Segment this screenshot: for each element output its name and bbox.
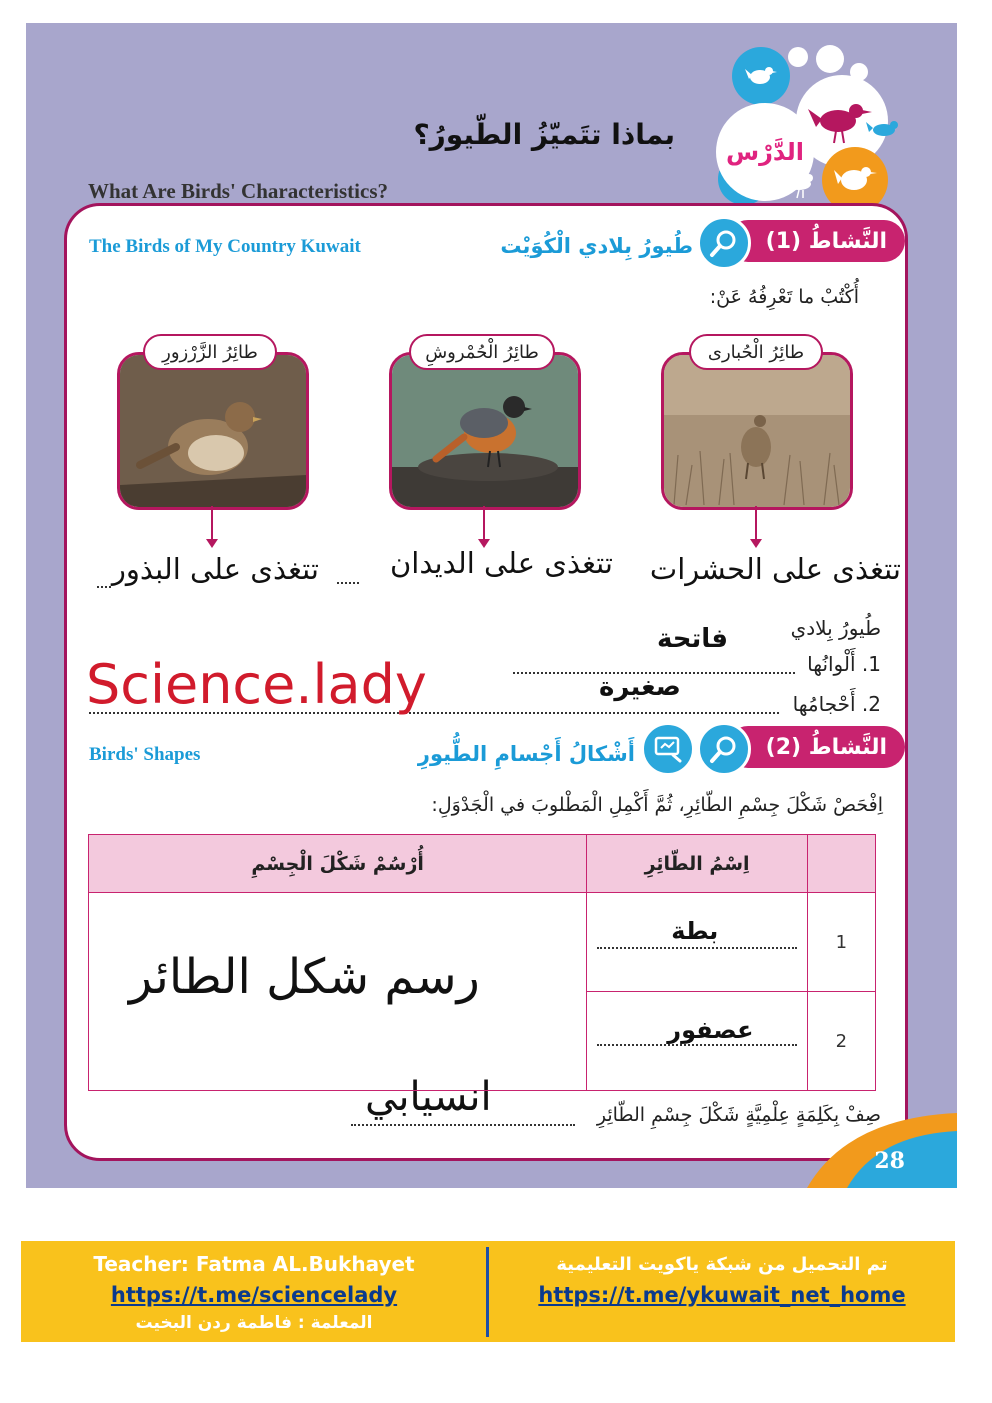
page-title-arabic: بماذا تتَميّزُ الطّيورُ؟ [413,118,675,151]
list-heading: طُيورُ بِلادي [790,616,881,640]
textbook-page [26,23,957,1188]
page-title-english: What Are Birds' Characteristics? [88,179,388,203]
num-cell: 1 [807,893,875,992]
table-row [89,893,876,992]
answer-houbara: تتغذى على الحشرات [649,552,901,586]
drawing-cell [89,893,587,1091]
activity2-title-ar: أَشْكالُ أَجْسامِ الطُّيورِ [417,742,635,766]
drawing-answer: رسم شكل الطائر [129,949,480,1005]
name-cell [587,992,808,1091]
watermark-text: Science.lady [86,653,427,716]
name-cell [587,893,808,992]
activity2-instruction: اِفْحَصْ شَكْلَ جِسْمِ الطّائِرِ، ثُمَّ أَكْمِلِ الْمَطْلوبَ في الْجَدْوَلِ: [431,794,883,816]
footer-download-note: تم التحميل من شبكة ياكويت التعليمية [556,1254,888,1275]
arrow-down [483,506,485,540]
dotted-line [597,1044,797,1046]
magnifier-icon [697,722,751,776]
activity1-instruction: أُكْتُبْ ما تَعْرِفُهُ عَنْ: [709,286,859,308]
bird-icon [832,160,878,200]
bird-icon [744,61,778,91]
question-sizes: 2. أَحْجامُها [792,692,881,716]
table-header-name: اِسْمُ الطّائِرِ [587,835,808,893]
bird-icon [866,114,906,144]
activity1-pill [727,220,905,262]
bird-photo-sparrow [117,352,309,510]
lesson-badge [716,103,814,201]
magnifier-icon [697,216,751,270]
bird-photo-houbara [661,352,853,510]
bird-name: بطة [671,917,719,945]
bird-circle-small-blue [866,109,906,149]
lesson-label: الدَّرْس [725,138,805,166]
answer-colors: فاتحة [657,624,729,654]
bird-name: عصفور [667,1016,754,1044]
board-icon [641,722,695,776]
decor-dot [816,45,844,73]
answer-sizes: صغيرة [599,672,681,702]
table-header-row [89,835,876,893]
activity2-pill [727,726,905,768]
question-colors: 1. أَلْوانُها [807,652,881,676]
bird-label-sparrow: طائِرُ الزَّرْزورِ [143,334,277,370]
footer-link-sciencelady[interactable]: https://t.me/sciencelady [110,1283,398,1307]
describe-answer: انسيابي [365,1074,492,1120]
footer-banner [21,1241,955,1342]
activity2-title-en: Birds' Shapes [89,744,201,765]
footer-teacher: Teacher: Fatma AL.Bukhayet [93,1252,415,1276]
dotted-line [337,582,359,584]
dotted-line [97,586,111,588]
num-cell: 2 [807,992,875,1091]
footer-teacher-ar: المعلمة : فاطمة ردن البخيت [135,1313,373,1333]
bird-label-redstart: طائِرُ الْحُمْروشِ [409,334,555,370]
birds-table [88,834,876,1091]
arrow-down [211,506,213,540]
describe-prompt: صِفْ بِكَلِمَةٍ عِلْمِيَّةٍ شَكْلَ جِسْمِ الطّائِرِ [596,1104,881,1126]
activity1-label: النَّشاطُ (1) [765,228,887,254]
footer-left [21,1249,487,1335]
answer-redstart: تتغذى على الديدان [389,546,613,580]
bird-label-houbara: طائِرُ الْحُبارى [689,334,823,370]
activity1-title-en: The Birds of My Country Kuwait [89,236,361,257]
bird-circle-blue [732,47,790,105]
footer-right [489,1249,955,1311]
decor-dot [788,47,808,67]
table-header-drawing: أُرْسُمْ شَكْلَ الْجِسْمِ [89,835,587,893]
page-number: 28 [874,1148,905,1174]
answer-sparrow: تتغذى على البذور [111,552,319,586]
dotted-line [597,947,797,949]
bird-photo-redstart [389,352,581,510]
footer-link-ykuwait[interactable]: https://t.me/ykuwait_net_home [538,1283,906,1307]
arrow-down [755,506,757,540]
activity1-title-ar: طُيورُ بِلادي الْكُوَيْت [500,234,693,258]
table-header-num [807,835,875,893]
activity2-label: النَّشاطُ (2) [765,734,887,760]
dotted-line [351,1124,575,1126]
